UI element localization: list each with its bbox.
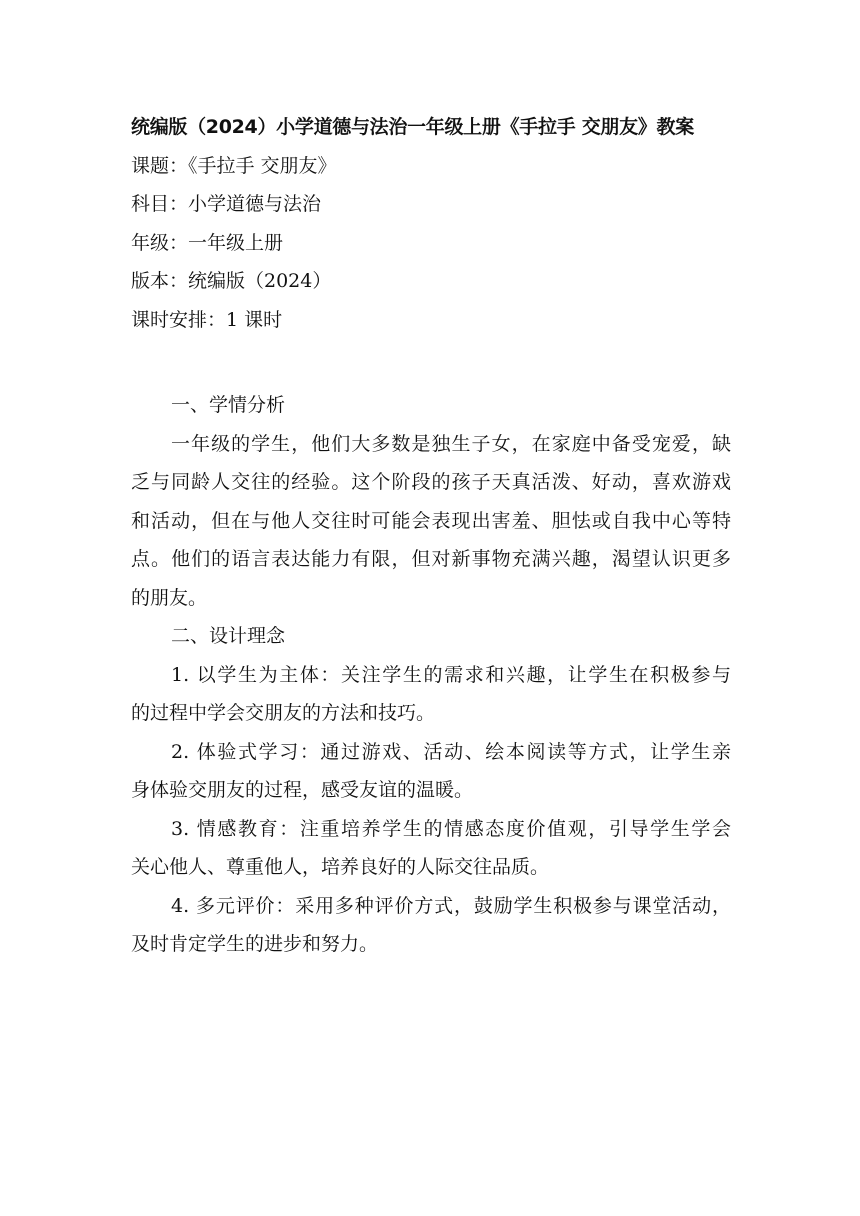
paragraph-line: 关心他人、尊重他人，培养良好的人际交往品质。 [131, 856, 550, 878]
paragraph-line: 的过程中学会交朋友的方法和技巧。 [131, 702, 436, 724]
paragraph-line: 3. 情感教育：注重培养学生的情感态度价值观，引导学生学会 [171, 817, 731, 840]
paragraph-line: 乏与同龄人交往的经验。这个阶段的孩子天真活泼、好动，喜欢游戏 [131, 471, 731, 493]
paragraph-line: 点。他们的语言表达能力有限，但对新事物充满兴趣，渴望认识更多 [131, 548, 731, 570]
meta-grade: 年级：一年级上册 [131, 231, 284, 254]
paragraph-line: 的朋友。 [131, 586, 208, 609]
list-item-design-1 [131, 656, 731, 733]
list-item-design-2 [131, 733, 731, 810]
meta-subject: 科目：小学道德与法治 [131, 193, 322, 215]
meta-schedule: 课时安排：1 课时 [131, 308, 283, 331]
paragraph-line: 4. 多元评价：采用多种评价方式，鼓励学生积极参与课堂活动， [171, 894, 731, 917]
document-title: 统编版（2024）小学道德与法治一年级上册《手拉手 交朋友》教案 [131, 116, 694, 138]
document-body [131, 108, 731, 964]
paragraph-line: 及时肯定学生的进步和努力。 [131, 933, 379, 955]
paragraph-line: 身体验交朋友的过程，感受友谊的温暖。 [131, 779, 474, 801]
paragraph-line: 2. 体验式学习：通过游戏、活动、绘本阅读等方式，让学生亲 [171, 740, 731, 763]
blank-line [131, 339, 731, 386]
meta-topic: 课题：《手拉手 交朋友》 [131, 154, 337, 177]
paragraph-line: 一年级的学生，他们大多数是独生子女，在家庭中备受宠爱，缺 [171, 432, 731, 455]
paragraph-analysis [131, 425, 731, 618]
section-heading-analysis: 一、学情分析 [171, 394, 286, 416]
list-item-design-4 [131, 887, 731, 964]
section-heading-design: 二、设计理念 [171, 625, 286, 647]
paragraph-line: 和活动，但在与他人交往时可能会表现出害羞、胆怯或自我中心等特 [131, 509, 731, 532]
meta-edition: 版本：统编版（2024） [131, 270, 332, 292]
list-item-design-3 [131, 810, 731, 887]
paragraph-line: 1. 以学生为主体：关注学生的需求和兴趣，让学生在积极参与 [171, 663, 731, 686]
